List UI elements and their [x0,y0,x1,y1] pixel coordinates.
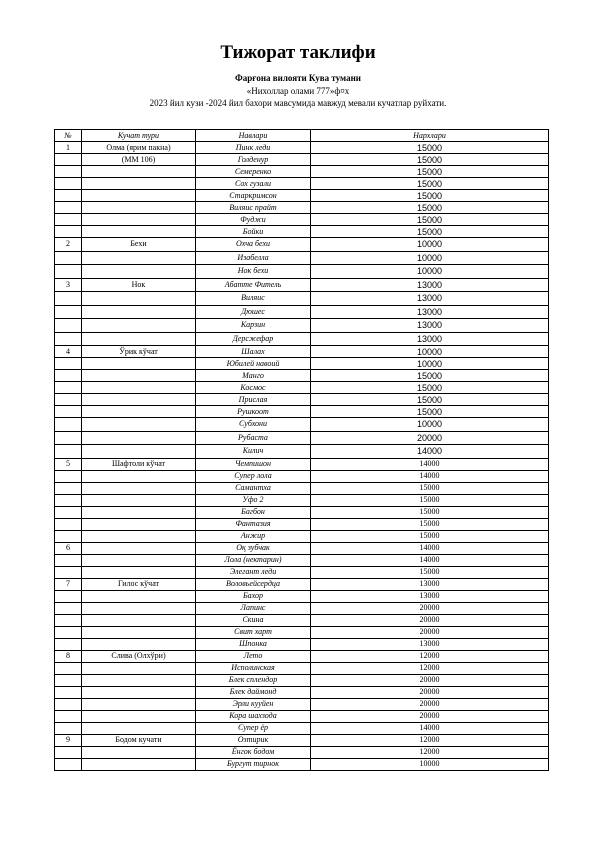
row-variety: Свит харт [196,626,311,638]
row-price: 14000 [311,445,549,459]
row-seedling-type [82,542,196,554]
row-price: 13000 [311,638,549,650]
row-price: 13000 [311,319,549,333]
row-price: 10000 [311,251,549,265]
row-variety: Субхони [196,418,311,432]
row-price: 13000 [311,305,549,319]
row-number [55,445,82,459]
row-variety: Самантха [196,482,311,494]
row-number [55,251,82,265]
table-row [55,650,549,662]
row-seedling-type [82,292,196,306]
row-price: 14000 [311,470,549,482]
header-price: Нархлари [311,130,549,142]
row-price: 15000 [311,494,549,506]
row-price: 20000 [311,614,549,626]
row-variety: Кора шахзода [196,710,311,722]
row-number [55,470,82,482]
row-variety: Багбон [196,506,311,518]
table-row [55,518,549,530]
table-row [55,590,549,602]
table-row [55,542,549,554]
row-price: 13000 [311,292,549,306]
row-number [55,292,82,306]
row-price: 20000 [311,431,549,445]
table-row [55,602,549,614]
subtitle-company: «Нихоллар олами 777»ф¤х [246,86,350,96]
row-number [55,662,82,674]
row-variety: Супер лола [196,470,311,482]
header-seedling-type: Кучат тури [82,130,196,142]
row-price: 10000 [311,358,549,370]
row-seedling-type [82,674,196,686]
table-header-row [55,130,549,142]
row-variety: Фантазия [196,518,311,530]
row-price: 20000 [311,686,549,698]
row-price: 15000 [311,566,549,578]
row-number: 5 [55,458,82,470]
row-seedling-type: (ММ 106) [82,154,196,166]
row-variety: Космос [196,382,311,394]
table-row [55,190,549,202]
row-price: 12000 [311,734,549,746]
row-number: 8 [55,650,82,662]
row-price: 13000 [311,590,549,602]
row-number [55,602,82,614]
table-row [55,482,549,494]
row-number [55,614,82,626]
row-variety: Лето [196,650,311,662]
table-row [55,662,549,674]
row-variety: Дюшес [196,305,311,319]
row-number [55,518,82,530]
price-table [54,129,549,771]
row-number [55,710,82,722]
table-row [55,734,549,746]
row-variety: Лола (нектарин) [196,554,311,566]
row-seedling-type [82,190,196,202]
row-price: 20000 [311,674,549,686]
row-number [55,722,82,734]
row-variety: Лапинс [196,602,311,614]
table-row [55,470,549,482]
row-variety: Бахор [196,590,311,602]
row-price: 15000 [311,214,549,226]
row-seedling-type [82,746,196,758]
row-number [55,590,82,602]
row-price: 14000 [311,542,549,554]
table-row [55,710,549,722]
row-seedling-type [82,265,196,279]
row-seedling-type [82,406,196,418]
row-price: 10000 [311,418,549,432]
row-variety: Виляис [196,292,311,306]
table-row [55,554,549,566]
row-number [55,686,82,698]
row-seedling-type [82,226,196,238]
table-row [55,346,549,358]
row-variety: Виляис прайт [196,202,311,214]
row-number [55,370,82,382]
row-price: 14000 [311,458,549,470]
row-number [55,626,82,638]
row-price: 14000 [311,554,549,566]
row-price: 15000 [311,530,549,542]
row-variety: Супер ёр [196,722,311,734]
row-number: 6 [55,542,82,554]
row-price: 15000 [311,518,549,530]
row-seedling-type [82,445,196,459]
row-price: 15000 [311,394,549,406]
table-row [55,494,549,506]
row-seedling-type: Шафтоли кўчат [82,458,196,470]
row-variety: Манго [196,370,311,382]
row-variety: Старкримсон [196,190,311,202]
row-seedling-type [82,662,196,674]
row-price: 15000 [311,154,549,166]
table-row [55,530,549,542]
row-seedling-type: Слива (Олхўри) [82,650,196,662]
table-row [55,626,549,638]
row-variety: Сох гузали [196,178,311,190]
row-number [55,482,82,494]
table-row [55,166,549,178]
page-title: Тижорат таклифи [220,42,376,63]
row-variety: Юбилей навоий [196,358,311,370]
row-variety: Килич [196,445,311,459]
row-variety: Ёнгок бодом [196,746,311,758]
row-variety: Голденур [196,154,311,166]
row-variety: Абатте Фитель [196,278,311,292]
row-number: 7 [55,578,82,590]
row-seedling-type [82,602,196,614]
row-variety: Чемпишон [196,458,311,470]
row-variety: Блек даймонд [196,686,311,698]
table-row [55,418,549,432]
row-variety: Скина [196,614,311,626]
table-row [55,458,549,470]
row-number [55,431,82,445]
table-row [55,382,549,394]
row-seedling-type [82,518,196,530]
row-seedling-type [82,482,196,494]
table-row [55,638,549,650]
row-price: 13000 [311,332,549,346]
table-row [55,698,549,710]
row-seedling-type [82,506,196,518]
row-seedling-type [82,470,196,482]
row-variety: Рушкоот [196,406,311,418]
row-variety: Прислая [196,394,311,406]
row-price: 15000 [311,406,549,418]
table-row [55,251,549,265]
row-price: 12000 [311,650,549,662]
row-seedling-type: Олма (ярим пакна) [82,142,196,154]
table-row [55,686,549,698]
row-variety: Рубаста [196,431,311,445]
row-seedling-type [82,214,196,226]
table-row [55,265,549,279]
row-variety: Эрли кууйен [196,698,311,710]
table-row [55,358,549,370]
table-row [55,445,549,459]
row-number [55,758,82,770]
subtitle-region: Фарғона вилояти Кува тумани [235,73,361,83]
row-price: 12000 [311,662,549,674]
row-number [55,674,82,686]
row-number [55,638,82,650]
row-price: 20000 [311,602,549,614]
row-variety: Исполинская [196,662,311,674]
row-variety: Карзин [196,319,311,333]
table-row [55,758,549,770]
row-seedling-type: Бехи [82,238,196,252]
row-price: 12000 [311,746,549,758]
row-price: 20000 [311,710,549,722]
table-row [55,214,549,226]
row-seedling-type [82,530,196,542]
row-number [55,214,82,226]
row-price: 20000 [311,698,549,710]
row-price: 15000 [311,482,549,494]
row-seedling-type [82,710,196,722]
row-number [55,418,82,432]
table-row [55,370,549,382]
row-seedling-type [82,626,196,638]
row-price: 15000 [311,226,549,238]
row-number: 1 [55,142,82,154]
row-number [55,265,82,279]
row-price: 10000 [311,758,549,770]
table-row [55,406,549,418]
row-number [55,506,82,518]
table-row [55,202,549,214]
table-row [55,305,549,319]
row-variety: Шалах [196,346,311,358]
row-price: 15000 [311,142,549,154]
header-number: № [55,130,82,142]
table-row [55,332,549,346]
row-seedling-type: Ўрик кўчат [82,346,196,358]
row-number [55,358,82,370]
row-number [55,202,82,214]
row-price: 15000 [311,178,549,190]
row-price: 15000 [311,190,549,202]
table-row [55,746,549,758]
row-seedling-type [82,638,196,650]
row-price: 15000 [311,382,549,394]
row-seedling-type: Нок [82,278,196,292]
row-seedling-type [82,319,196,333]
row-seedling-type [82,358,196,370]
table-row [55,614,549,626]
row-number [55,319,82,333]
row-number [55,698,82,710]
row-seedling-type [82,590,196,602]
row-seedling-type [82,566,196,578]
table-row [55,278,549,292]
subtitle-description: 2023 йил кузи -2024 йил бахори мавсумида мавжуд мевали кучатлар руйхати. [149,98,447,108]
row-variety: Нок бехи [196,265,311,279]
row-price: 20000 [311,626,549,638]
row-variety: Блек сплендор [196,674,311,686]
row-price: 13000 [311,278,549,292]
row-variety: Семеренко [196,166,311,178]
row-number [55,746,82,758]
row-seedling-type [82,686,196,698]
row-number [55,530,82,542]
row-number [55,566,82,578]
row-seedling-type [82,698,196,710]
row-number [55,305,82,319]
row-number [55,154,82,166]
row-price: 10000 [311,265,549,279]
row-seedling-type [82,305,196,319]
row-seedling-type [82,178,196,190]
row-variety: Анжир [196,530,311,542]
row-seedling-type [82,614,196,626]
row-variety: Пинк леди [196,142,311,154]
row-number [55,494,82,506]
table-row [55,142,549,154]
row-number: 9 [55,734,82,746]
table-row [55,578,549,590]
row-seedling-type [82,370,196,382]
row-seedling-type: Бодом кучати [82,734,196,746]
row-variety: Воловьейсердца [196,578,311,590]
row-price: 15000 [311,166,549,178]
row-variety: Изабелла [196,251,311,265]
row-seedling-type [82,431,196,445]
row-variety: Дерсжефар [196,332,311,346]
row-seedling-type [82,758,196,770]
table-row [55,154,549,166]
row-seedling-type [82,394,196,406]
table-row [55,319,549,333]
row-variety: Элегант леди [196,566,311,578]
row-number [55,554,82,566]
table-row [55,238,549,252]
row-variety: Озтирик [196,734,311,746]
row-number [55,406,82,418]
row-variety: Охча бехи [196,238,311,252]
row-seedling-type [82,166,196,178]
table-row [55,431,549,445]
row-number: 2 [55,238,82,252]
row-number [55,332,82,346]
row-seedling-type [82,251,196,265]
table-row [55,674,549,686]
row-number [55,394,82,406]
row-price: 10000 [311,346,549,358]
row-seedling-type [82,418,196,432]
row-number [55,190,82,202]
row-variety: Шпонка [196,638,311,650]
table-body [55,142,549,771]
row-price: 15000 [311,370,549,382]
row-seedling-type [82,494,196,506]
row-price: 15000 [311,506,549,518]
row-price: 15000 [311,202,549,214]
row-price: 10000 [311,238,549,252]
row-variety: Фуджи [196,214,311,226]
row-seedling-type [82,202,196,214]
row-price: 13000 [311,578,549,590]
row-number [55,166,82,178]
table-row [55,506,549,518]
row-seedling-type [82,382,196,394]
table-row [55,226,549,238]
header-variety: Навлари [196,130,311,142]
row-number: 4 [55,346,82,358]
row-seedling-type [82,332,196,346]
row-seedling-type: Гилос кўчат [82,578,196,590]
row-price: 14000 [311,722,549,734]
row-variety: Уфо 2 [196,494,311,506]
table-row [55,394,549,406]
row-variety: Оқ зубчак [196,542,311,554]
row-variety: Бойки [196,226,311,238]
row-number [55,226,82,238]
table-row [55,178,549,190]
row-number [55,382,82,394]
row-seedling-type [82,722,196,734]
row-seedling-type [82,554,196,566]
row-number: 3 [55,278,82,292]
table-row [55,292,549,306]
table-row [55,566,549,578]
row-variety: Бургут тирнок [196,758,311,770]
row-number [55,178,82,190]
table-row [55,722,549,734]
